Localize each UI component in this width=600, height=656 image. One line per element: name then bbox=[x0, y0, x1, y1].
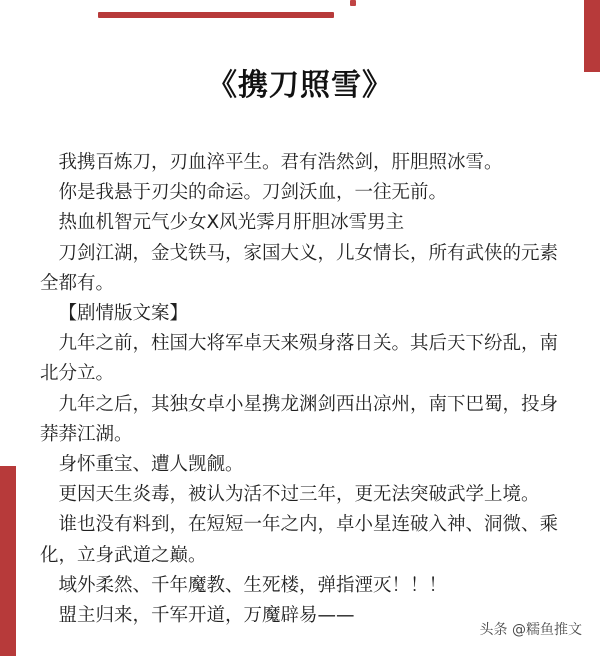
paragraph: 九年之前，柱国大将军卓天来殒身落日关。其后天下纷乱，南北分立。 bbox=[40, 333, 559, 385]
decorative-top-line bbox=[98, 12, 334, 18]
page-title: 《携刀照雪》 bbox=[207, 68, 393, 103]
decorative-left-bar bbox=[0, 466, 16, 656]
decorative-top-dot bbox=[350, 0, 356, 6]
paragraph: 热血机智元气少女X风光霁月肝胆冰雪男主 bbox=[58, 212, 405, 234]
paragraph: 谁也没有料到，在短短一年之内，卓小星连破入神、洞微、乘化，立身武道之巅。 bbox=[40, 514, 559, 566]
paragraph: 刀剑江湖，金戈铁马，家国大义，儿女情长，所有武侠的元素全都有。 bbox=[40, 242, 559, 294]
paragraph: 九年之后，其独女卓小星携龙渊剑西出凉州，南下巴蜀，投身莽莽江湖。 bbox=[40, 393, 559, 445]
section-heading: 【剧情版文案】 bbox=[58, 303, 189, 325]
paragraph: 域外柔然、千年魔教、生死楼，弹指湮灭！！！ bbox=[58, 574, 448, 596]
paragraph: 我携百炼刀，刃血淬平生。君有浩然剑，肝胆照冰雪。 bbox=[58, 152, 503, 173]
source-watermark: 头条 @糯鱼推文 bbox=[479, 622, 582, 638]
synopsis-text bbox=[40, 148, 562, 631]
paragraph: 你是我悬于刃尖的命运。刀剑沃血，一往无前。 bbox=[58, 182, 448, 204]
paragraph: 盟主归来，千军开道，万魔辟易—— bbox=[58, 605, 355, 627]
paragraph: 更因天生炎毒，被认为活不过三年，更无法突破武学上境。 bbox=[58, 484, 540, 506]
paragraph: 身怀重宝、遭人觊觎。 bbox=[58, 454, 244, 476]
